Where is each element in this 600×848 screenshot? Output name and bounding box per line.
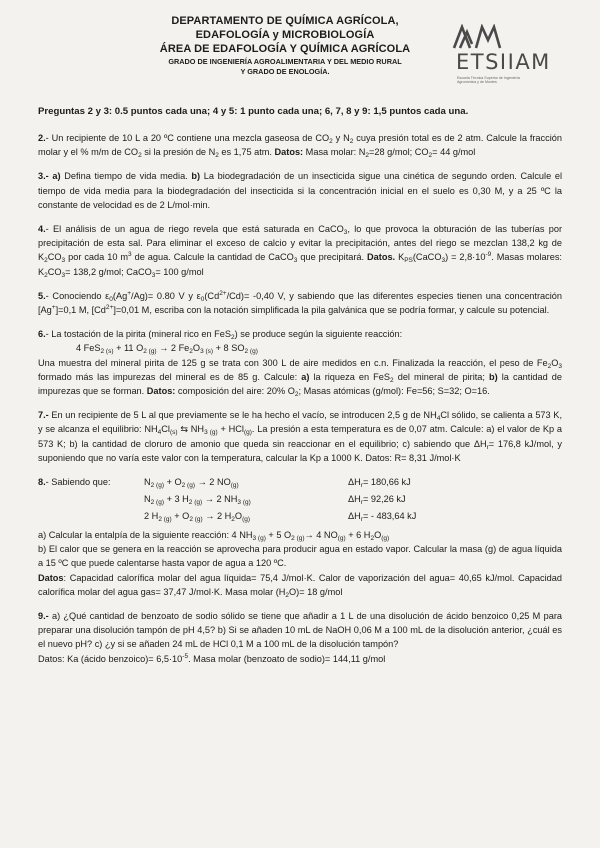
q4-sub: 2	[44, 257, 48, 265]
enthalpy-3	[348, 509, 562, 526]
rx-sub: 2 (g)	[150, 499, 165, 507]
q2-text: cuya presión total es de 2 atm. Calcule la fracción molar y el % m/m de CO	[38, 133, 562, 158]
q6-text: ) se produce según la siguiente reacción:	[234, 329, 403, 340]
q6-part-a: a)	[301, 371, 310, 382]
q9-text: Datos: Ka (ácido benzoico)= 6,5·10	[38, 653, 183, 664]
empty-cell	[38, 492, 144, 509]
q8-text: + 5 O	[265, 530, 292, 541]
q4-text: = 100 g/mol	[155, 266, 204, 277]
rx-part: ΔH	[348, 494, 361, 505]
rx-part: N	[144, 477, 151, 488]
question-8-number: 8.	[38, 477, 46, 488]
document-header	[38, 12, 562, 104]
q2-text: = 44 g/mol	[432, 147, 476, 158]
q6-text: del mineral de pirita;	[393, 371, 490, 382]
rx-part: O	[234, 511, 243, 522]
rx-sub: (g)	[242, 516, 251, 524]
q6-sub: 2	[294, 391, 299, 399]
q8-sub: 2 (g)	[291, 535, 305, 543]
logo-mark-icon	[448, 24, 508, 50]
q8-lead-cell	[38, 475, 144, 492]
q2-sub: 2	[349, 138, 354, 145]
q5-sup: 2+	[105, 304, 114, 312]
q5-text: /Ag)= 0.80 V y ε	[131, 290, 201, 301]
logo-subtitle: Escuela Técnica Superior de Ingeniería Agronómica y de Montes	[457, 76, 520, 85]
question-9-number: 9.-	[38, 611, 49, 622]
eq-part: + 11 O	[113, 343, 144, 354]
rx-part: → 2 H	[202, 511, 232, 522]
q8-text: O	[374, 530, 382, 541]
q4-text: (CaCO	[412, 252, 442, 263]
q7-sub: (g)	[243, 429, 252, 437]
q7-text: Cl	[161, 424, 170, 435]
q4-text: ) = 2,8·10	[445, 252, 486, 263]
q4-text: CO	[47, 266, 62, 277]
q6-sub: 2	[390, 376, 394, 384]
q6-sub: 2	[231, 334, 235, 342]
q6-text: - La tostación de la pirita (mineral rico en FeS	[45, 329, 232, 340]
q7-text: + HCl	[217, 424, 244, 435]
q4-sub: 3	[61, 271, 66, 279]
q6-text: la riqueza en FeS	[309, 371, 391, 382]
q9-data	[38, 652, 562, 666]
rx-sub: 2 (g)	[181, 482, 196, 490]
q2-text: si la presión de N	[141, 147, 216, 158]
department-line-2: EDAFOLOGÍA y MICROBIOLOGÍA	[195, 29, 375, 41]
q4-text: . Masas molares: K	[38, 252, 562, 277]
q3-text: Defina tiempo de vida media.	[60, 171, 192, 182]
question-3	[38, 169, 562, 212]
q2-text: - Un recipiente de 10 L a 20 ºC contiene una mezcla gaseosa de CO	[45, 133, 330, 143]
q4-sub: 2	[44, 271, 48, 279]
rx-part: ΔH	[348, 511, 361, 522]
q4-sup: 3	[128, 251, 132, 259]
q2-sub: 2	[138, 152, 142, 160]
q9-text: . Masa molar (benzoato de sodio)= 144,11 g/mol	[188, 653, 386, 664]
question-6	[38, 327, 562, 398]
q8-lead: - Sabiendo que:	[45, 477, 111, 488]
department-heading	[90, 14, 480, 76]
q4-text: que precipitará.	[297, 252, 368, 263]
q4-sub: 3	[441, 257, 446, 265]
rx-sub: 2 (g)	[189, 516, 203, 524]
q8-text: : Capacidad calorífica molar del agua líquida= 75,4 J/mol·K. Calor de vaporización del agua= 40,65 kJ/mol. Capacidad calorífica molar del agua gas= 37,47 J/mol·K. Masa molar (H	[38, 572, 562, 597]
rx-sub: 3 (g)	[237, 499, 251, 507]
q4-sub: 3	[151, 271, 156, 279]
q5-text: (Ag	[112, 290, 128, 301]
eq-sub: 2 (g)	[143, 348, 157, 356]
q7-text: = 176,8 kJ/mol, y suponiendo que no varía este valor con la temperatura, calcular la Kp a 1000 K. Datos: R= 8,31 J/mol·K	[38, 438, 562, 463]
q2-sub: 2	[365, 152, 370, 160]
rx-part: + O	[164, 477, 182, 488]
q4-text: - El análisis de un agua de riego revela que está saturada en CaCO	[45, 224, 344, 235]
q6-text: formado más las impurezas del mineral es de 85 g. Calcule:	[38, 371, 302, 382]
eq-sub: 3 (s)	[200, 348, 214, 356]
q6-sub: 2	[547, 362, 552, 370]
rx-part: + 3 H	[164, 494, 189, 505]
rx-sub: r	[360, 516, 363, 524]
q6-sub: 3	[558, 362, 562, 370]
question-5-number: 5.	[38, 290, 46, 301]
reaction-row	[38, 475, 562, 492]
rx-part: + O	[171, 511, 190, 522]
enthalpy-1	[348, 475, 562, 492]
rx-part: N	[144, 494, 151, 505]
eq-part: → 2 Fe	[156, 343, 190, 354]
q7-text: ⇆ NH	[177, 424, 205, 435]
q6-text: composición del aire: 20% O	[175, 386, 295, 397]
empty-cell	[38, 509, 144, 526]
rx-sub: 2 (g)	[150, 482, 165, 490]
reaction-1	[144, 475, 348, 492]
rx-sub: r	[360, 499, 363, 507]
rx-value: = 180,66 kJ	[362, 477, 411, 488]
q8-data-label: Datos	[38, 572, 64, 583]
q7-sub: 4	[436, 415, 441, 423]
q8-data	[38, 571, 562, 599]
question-9	[38, 609, 562, 666]
q2-data-label: Datos:	[274, 147, 304, 158]
degree-line-1: GRADO DE INGENIERÍA AGROALIMENTARIA Y DEL MEDIO RURAL	[168, 57, 402, 66]
reaction-3	[144, 509, 348, 526]
question-7	[38, 408, 562, 465]
q7-text: En un recipiente de 5 L al que previamente se le ha hecho el vacío, se introducen 2,5 g de NH	[48, 410, 437, 421]
question-2-number: 2.	[38, 133, 46, 143]
eq-part: + 8 SO	[213, 343, 245, 354]
rx-sub: 2	[231, 516, 235, 524]
q8-sub: (g)	[337, 535, 346, 543]
q6-data-label: Datos:	[146, 386, 176, 397]
area-line: ÁREA DE EDAFOLOGÍA Y QUÍMICA AGRÍCOLA	[159, 43, 411, 55]
q5-text: ]=0,01 M, escriba con la notación simplificada la pila galvánica que se podría formar, y calcule su potencial.	[113, 305, 550, 316]
q5-text: - Conociendo ε	[45, 290, 110, 301]
q2-sub: 2	[329, 138, 333, 145]
q2-sub: 2	[428, 152, 433, 160]
q5-sup: +	[51, 304, 56, 312]
q4-text: , lo que provoca la obturación de las tuberías por precipitación de esta sal. Para eliminar el exceso de calcio y evitar la precipitación, antes del riego se mezclan 138,2 kg de K	[38, 224, 563, 263]
q6-part-b: b)	[489, 371, 498, 382]
q5-sub: 0	[200, 295, 205, 303]
question-4-number: 4.	[38, 224, 46, 235]
q8-text: → 4 NO	[304, 530, 338, 541]
eq-sub: 2	[189, 348, 193, 356]
q4-text: CO	[47, 252, 62, 263]
q2-text: y N	[332, 133, 350, 143]
q7-sub: 3 (g)	[204, 429, 218, 437]
question-7-number: 7.-	[38, 410, 49, 421]
q5-text: (Cd	[204, 290, 220, 301]
q5-text: /Cd)= -0,40 V, y sabiendo que las diferentes especies tienen una concentración [Ag	[38, 290, 562, 316]
q2-text: Masa molar: N	[303, 147, 366, 158]
q2-sub: 2	[215, 152, 219, 160]
q8-part-a	[38, 528, 562, 542]
reaction-2	[144, 492, 348, 509]
q8-sub: 2	[285, 591, 290, 599]
rx-part: 2 H	[144, 511, 159, 522]
q4-text: K	[395, 252, 405, 263]
pyrite-roasting-equation	[76, 341, 562, 355]
rx-value: = 92,26 kJ	[362, 494, 406, 505]
reaction-table	[38, 475, 562, 526]
q4-data-label: Datos.	[367, 252, 396, 263]
q8-part-b: b) El calor que se genera en la reacción se aprovecha para producir agua en estado vapor. Calcular la masa (g) de agua líquida a 15 ºC que puede calentarse hasta vapor de agua a 120 ºC.	[38, 544, 562, 569]
question-8	[38, 475, 562, 599]
q8-text: a) Calcular la entalpía de la siguiente reacción: 4 NH	[38, 530, 253, 541]
rx-sub: r	[360, 482, 363, 490]
rx-sub: (g)	[230, 482, 239, 490]
q4-text: de agua. Calcule la cantidad de CaCO	[131, 252, 294, 263]
q8-text: + 6 H	[345, 530, 371, 541]
question-6-number: 6.	[38, 329, 46, 340]
reaction-row	[38, 509, 562, 526]
q4-sub: 3	[61, 257, 66, 265]
q4-sub: 3	[343, 229, 348, 237]
rx-part: → 2 NH	[202, 494, 238, 505]
degree-line-2: Y GRADO DE ENOLOGÍA.	[240, 67, 330, 76]
question-4	[38, 222, 562, 279]
logo-name: ETSIIAM	[456, 50, 551, 74]
question-5	[38, 289, 562, 317]
q7-sub: r	[486, 443, 489, 451]
rx-sub: 2 (g)	[188, 499, 203, 507]
rx-value: = - 483,64 kJ	[362, 511, 417, 522]
q8-sub: 2	[370, 535, 375, 543]
q7-text: . La presión a esta temperatura es de 0,07 atm. Calcule: a) el valor de Kp a 573 K; b) la cantidad de cloruro de amonio que queda sin reaccionar en el equilibrio; c) sabiendo que ΔH	[38, 424, 562, 449]
q5-text: ]=0,1 M, [Cd	[55, 305, 106, 316]
reaction-row	[38, 492, 562, 509]
q4-text: por cada 10 m	[65, 252, 129, 263]
eq-sub: 2 (s)	[100, 348, 114, 356]
question-3-number: 3.- a)	[38, 171, 61, 182]
q7-sub: 4	[157, 429, 162, 437]
rx-part: → 2 NO	[195, 477, 231, 488]
q4-sub: 3	[293, 257, 298, 265]
q6-text: Una muestra del mineral pirita de 125 g se trata con 300 L de aire medidos en c.n. Finalizada la reacción, el peso de Fe	[38, 357, 548, 368]
q3-part-b: b)	[191, 171, 201, 182]
q8-text: O)= 18 g/mol	[289, 586, 343, 597]
q5-sup: +	[127, 289, 132, 297]
eq-part: O	[192, 343, 201, 354]
q4-text: = 138,2 g/mol; CaCO	[65, 266, 152, 277]
q5-sup: 2+	[219, 289, 227, 297]
q4-sub: PS	[404, 257, 413, 265]
q3-text: La biodegradación de un insecticida sigue una cinética de segundo orden. Calcule el tiempo de vida media para la biodegradación del insecticida si la concentración inicial en el suelo es 0,30 M, y a 25 ºC la constante de velocidad es de 2 L/mol·min.	[38, 171, 563, 210]
q8-sub: 3 (g)	[252, 535, 266, 543]
rx-part: ΔH	[348, 477, 361, 488]
q9-text: a) ¿Qué cantidad de benzoato de sodio sólido se tiene que añadir a 1 L de una disolución de ácido benzoico 0,25 M para preparar una disolución tampón de pH 4,5? b) Si se añaden 10 mL de NaOH 0,06 M a 100 mL de la disolución anterior, ¿cuál es el nuevo pH? c) ¿y si se añaden 24 mL de HCl 0,1 M a 100 mL de la disolución tampón?	[38, 611, 562, 650]
q2-text: es 1,75 atm.	[218, 147, 275, 158]
q6-text: O	[551, 357, 559, 368]
q7-sub: (s)	[169, 429, 178, 437]
etsiiam-logo	[448, 24, 551, 94]
rx-sub: 2 (g)	[158, 516, 172, 524]
department-line-1: DEPARTAMENTO DE QUÍMICA AGRÍCOLA,	[171, 15, 399, 27]
scoring-instructions: Preguntas 2 y 3: 0.5 puntos cada una; 4 y 5: 1 punto cada una; 6, 7, 8 y 9: 1,5 puntos cada una.	[38, 106, 469, 117]
eq-part: 4 FeS	[76, 343, 101, 354]
q5-sub: 0	[109, 295, 113, 303]
q6-text: la cantidad de impurezas que se forman.	[38, 371, 562, 397]
q6-text: ; Masas atómicas (g/mol): Fe=56; S=32; O=16.	[298, 386, 490, 397]
q7-text: Cl sólido, se calienta a 573 K, y se alcanza el equilibrio: NH	[38, 410, 562, 435]
q8-sub: (g)	[381, 535, 390, 543]
eq-sub: 2 (g)	[244, 348, 258, 356]
enthalpy-2	[348, 492, 562, 509]
q4-sup: -9	[485, 251, 492, 259]
question-2	[38, 131, 562, 159]
q2-text: =28 g/mol; CO	[369, 147, 429, 158]
q9-sup: -5	[182, 652, 189, 660]
